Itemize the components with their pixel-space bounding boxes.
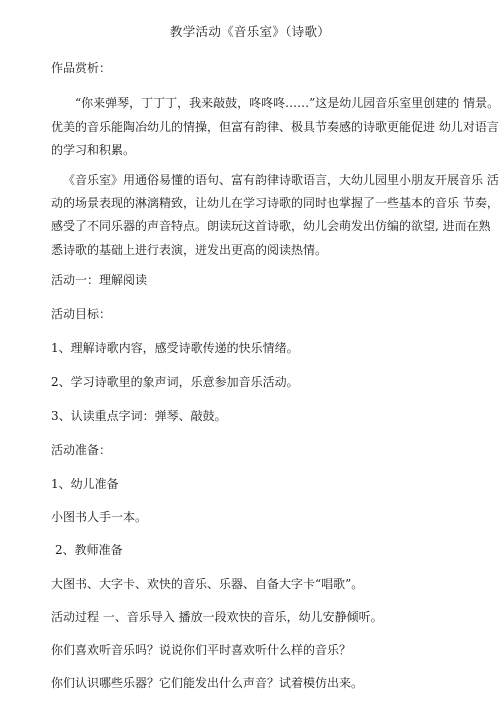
prep-child-text: 小图书人手一本。 (51, 510, 148, 524)
analysis-line-1: 《音乐室》用通俗易懂的语句、富有韵律诗歌语言，大幼儿园里小朋友开展音乐 活 (63, 173, 499, 187)
question-one: 你们喜欢听音乐吗？说说你们平时喜欢听什么样的音乐？ (51, 643, 352, 657)
analysis-line-3: 感受了不同乐器的声音特点。朗读玩这首诗歌，幼儿会萌发出仿编的欲望, 进而在熟 (51, 219, 491, 233)
goal-item-1: 1、理解诗歌内容，感受诗歌传递的快乐情绪。 (51, 341, 299, 355)
analysis-line-4: 悉诗歌的基础上进行表演，迸发出更高的阅读热情。 (51, 243, 328, 257)
goals-heading: 活动目标： (51, 307, 112, 321)
prep-heading: 活动准备： (51, 443, 112, 457)
intro-line-3: 的学习和积累。 (51, 143, 136, 157)
prep-teacher-text: 大图书、大字卡、欢快的音乐、乐器、自备大字卡“唱歌”。 (51, 577, 364, 591)
goal-item-2: 2、学习诗歌里的象声词，乐意参加音乐活动。 (51, 375, 299, 389)
intro-line-2: 优美的音乐能陶冶幼儿的情操，但富有韵律、极具节奏感的诗歌更能促进 幼儿对语言 (51, 120, 499, 134)
question-two: 你们认识哪些乐器？它们能发出什么声音？试着模仿出来。 (51, 676, 364, 690)
prep-teacher-heading: 2、教师准备 (55, 543, 123, 557)
prep-child-heading: 1、幼儿准备 (51, 477, 119, 491)
goal-item-3: 3、认读重点字词：弹琴、敲鼓。 (51, 409, 227, 423)
intro-line-1: “你来弹琴，丁丁丁，我来敲鼓，咚咚咚……”这是幼儿园音乐室里创建的 情景。 (75, 96, 500, 110)
process-line: 活动过程 一、音乐导入 播放一段欢快的音乐，幼儿安静倾听。 (51, 610, 383, 624)
activity-one-heading: 活动一：理解阅读 (51, 273, 148, 287)
document-title: 教学活动《音乐室》（诗歌） (169, 24, 331, 39)
appreciation-heading: 作品赏析： (51, 61, 112, 75)
analysis-line-2: 动的场景表现的淋漓精致，让幼儿在学习诗歌的同时也掌握了一些基本的音乐 节奏， (51, 196, 499, 210)
